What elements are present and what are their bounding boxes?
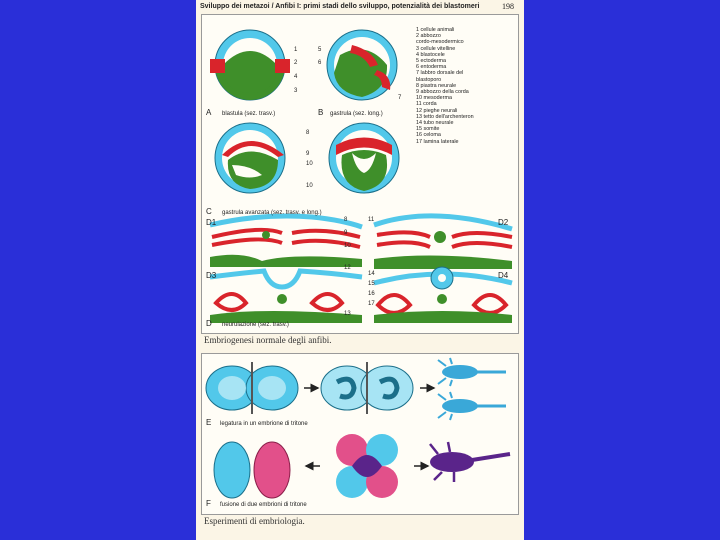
gastrula-drawing (327, 30, 397, 100)
book-page (196, 0, 524, 540)
panel-caption-f: fusione di due embrioni di tritone (220, 502, 307, 508)
panel-label-b: B (318, 108, 324, 117)
neurula-d4 (374, 267, 512, 323)
callout-8: 8 (306, 130, 310, 136)
figure2-caption: Esperimenti di embriologia. (204, 516, 305, 526)
panel-label-d: D (206, 319, 212, 328)
callout-5: 5 (318, 47, 322, 53)
ligature-embryo-1 (206, 362, 298, 414)
panel-label-e: E (206, 418, 212, 427)
callout-10b: 10 (306, 183, 313, 189)
callout-16: 16 (368, 291, 375, 297)
figure-embryogenesis (201, 14, 519, 334)
neurula-d1 (210, 216, 362, 267)
callout-9b: 9 (344, 230, 348, 236)
panel-caption-b: gastrula (sez. long.) (330, 111, 383, 117)
panel-label-a: A (206, 108, 212, 117)
legend-item: 7 labbro dorsale del (416, 70, 464, 77)
callout-3: 3 (294, 88, 298, 94)
callout-12: 12 (344, 265, 351, 271)
blastula-drawing (210, 30, 290, 100)
legend (416, 27, 516, 145)
panel-label-f: F (206, 499, 211, 508)
callout-6: 6 (318, 60, 322, 66)
page-header: Sviluppo dei metazoi / Anfibi I: primi stadi dello sviluppo, potenzialità dei blastomeri (200, 3, 480, 10)
callout-14: 14 (368, 271, 375, 277)
legend-item: 5 ectoderma (416, 58, 446, 65)
legend-item: 10 mesoderma (416, 95, 452, 102)
page-number: 198 (502, 2, 514, 11)
callout-11: 11 (368, 217, 375, 223)
legend-item: 15 somite (416, 126, 440, 133)
advanced-gastrula-right (329, 123, 399, 193)
neurula-d3 (210, 271, 362, 323)
legend-item: 9 abbozzo della corda (416, 89, 469, 96)
legend-item: 16 celoma (416, 132, 441, 139)
panel-caption-d: neurulazione (sez. trasv.) (222, 322, 289, 328)
legend-item: 1 cellule animali (416, 27, 455, 33)
callout-1: 1 (294, 47, 298, 53)
legend-item: 2 abbozzo (416, 33, 441, 40)
panel-label-d3: D3 (206, 271, 217, 280)
legend-item: blastoporo (416, 76, 442, 83)
legend-item: 12 pieghe neurali (416, 107, 458, 114)
legend-item: 17 lamina laterale (416, 138, 459, 145)
pink-embryo (214, 442, 290, 498)
fused-embryo (336, 434, 398, 498)
panel-label-d4: D4 (498, 271, 509, 280)
callout-17: 17 (368, 301, 375, 307)
panel-label-c: C (206, 207, 212, 216)
panel-label-d2: D2 (498, 218, 509, 227)
callout-4: 4 (294, 74, 298, 80)
legend-item: 8 piastra neurale (416, 82, 457, 89)
ligature-embryo-2 (321, 362, 413, 414)
tadpole-blue-2 (438, 392, 506, 420)
callout-9: 9 (306, 151, 310, 157)
callout-10a: 10 (306, 161, 313, 167)
panel-caption-a: blastula (sez. trasv.) (222, 111, 276, 117)
advanced-gastrula-left (215, 123, 285, 193)
legend-item: 3 cellule vitelline (416, 45, 456, 52)
legend-item: cordo-mesodermico (416, 39, 464, 46)
panel-caption-e: legatura in un embrione di tritone (220, 421, 308, 427)
panel-caption-c: gastrula avanzata (sez. trasv. e long.) (222, 210, 322, 216)
legend-item: 11 corda (416, 101, 437, 108)
callout-15: 15 (368, 281, 375, 287)
fused-tadpole (430, 442, 510, 482)
tadpole-blue-1 (438, 358, 506, 386)
experiments-drawing (202, 354, 518, 514)
callout-7: 7 (398, 95, 402, 101)
panel-label-d1: D1 (206, 218, 217, 227)
neurula-d2 (374, 216, 512, 269)
legend-item: 13 tetto dell'archenteron (416, 113, 474, 120)
callout-2: 2 (294, 60, 298, 66)
callout-10c: 10 (344, 243, 351, 249)
figure1-caption: Embriogenesi normale degli anfibi. (204, 335, 332, 345)
callout-8b: 8 (344, 217, 348, 223)
legend-item: 6 entoderma (416, 64, 447, 71)
callout-13: 13 (344, 311, 351, 317)
figure-experiments (201, 353, 519, 515)
legend-item: 14 tubo neurale (416, 120, 454, 127)
legend-item: 4 blastocele (416, 51, 445, 58)
